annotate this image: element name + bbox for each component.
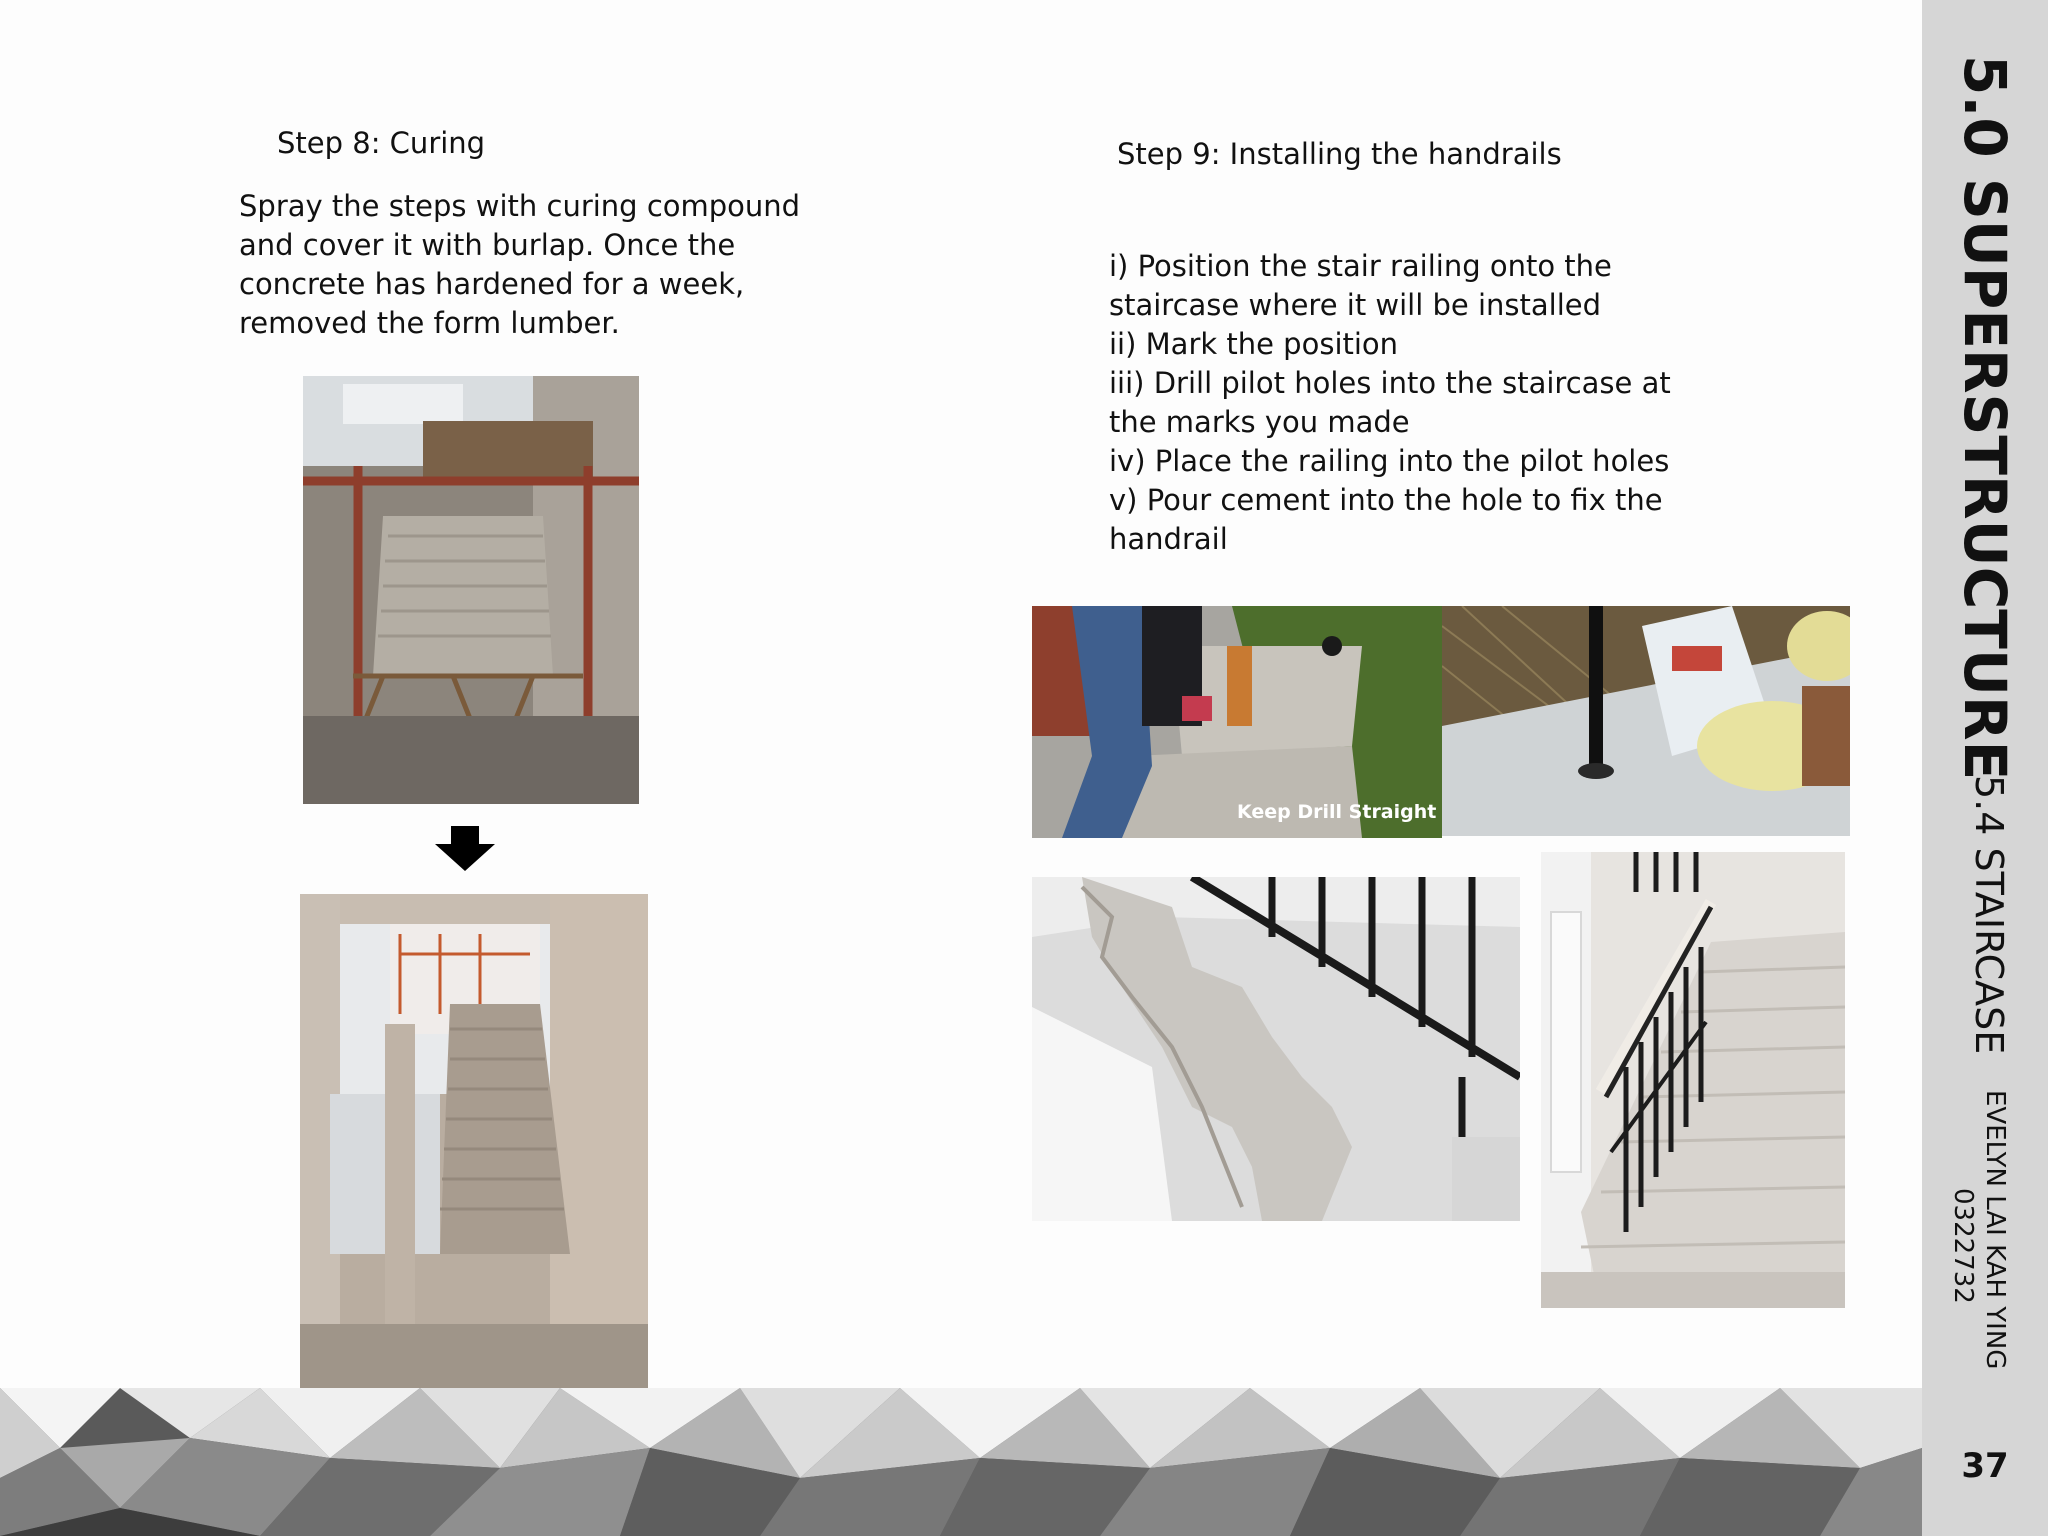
decorative-footer-band (0, 1388, 1922, 1536)
instruction-item: ii) Mark the position (1109, 327, 1399, 361)
author-name: EVELYN LAI KAH YING (1980, 1090, 2010, 1370)
step9-title: Step 9: Installing the handrails (1117, 137, 1562, 171)
step8-title: Step 8: Curing (277, 126, 486, 160)
instruction-item: v) Pour cement into the hole to fix the handrail (1109, 483, 1663, 556)
instruction-item: iii) Drill pilot holes into the staircase at the marks you made (1109, 366, 1671, 439)
step9-instructions (1109, 247, 1699, 559)
chapter-sidebar (1922, 0, 2048, 1536)
subsection-title: 5.4 STAIRCASE (1967, 775, 2011, 1055)
cement-pour-photo (1442, 606, 1850, 836)
cured-stair-photo (300, 894, 648, 1414)
completed-staircase-photo (1541, 852, 1845, 1308)
instruction-item: i) Position the stair railing onto the staircase where it will be installed (1109, 249, 1612, 322)
drilling-photo (1032, 606, 1442, 838)
formwork-stair-photo (303, 376, 639, 804)
page-number: 37 (1961, 1446, 2009, 1486)
student-id: 0322732 (1948, 1188, 1978, 1304)
step8-body: Spray the steps with curing compound and cover it with burlap. Once the concrete has hardened for a week, removed the form lumber. (239, 189, 801, 340)
section-title: 5.0 SUPERSTRUCTURE (1951, 55, 2019, 781)
arrow-down-icon (435, 826, 495, 871)
instruction-item: iv) Place the railing into the pilot holes (1109, 444, 1670, 478)
photo-caption: Keep Drill Straight (1237, 801, 1437, 823)
railing-closeup-photo (1032, 877, 1520, 1221)
